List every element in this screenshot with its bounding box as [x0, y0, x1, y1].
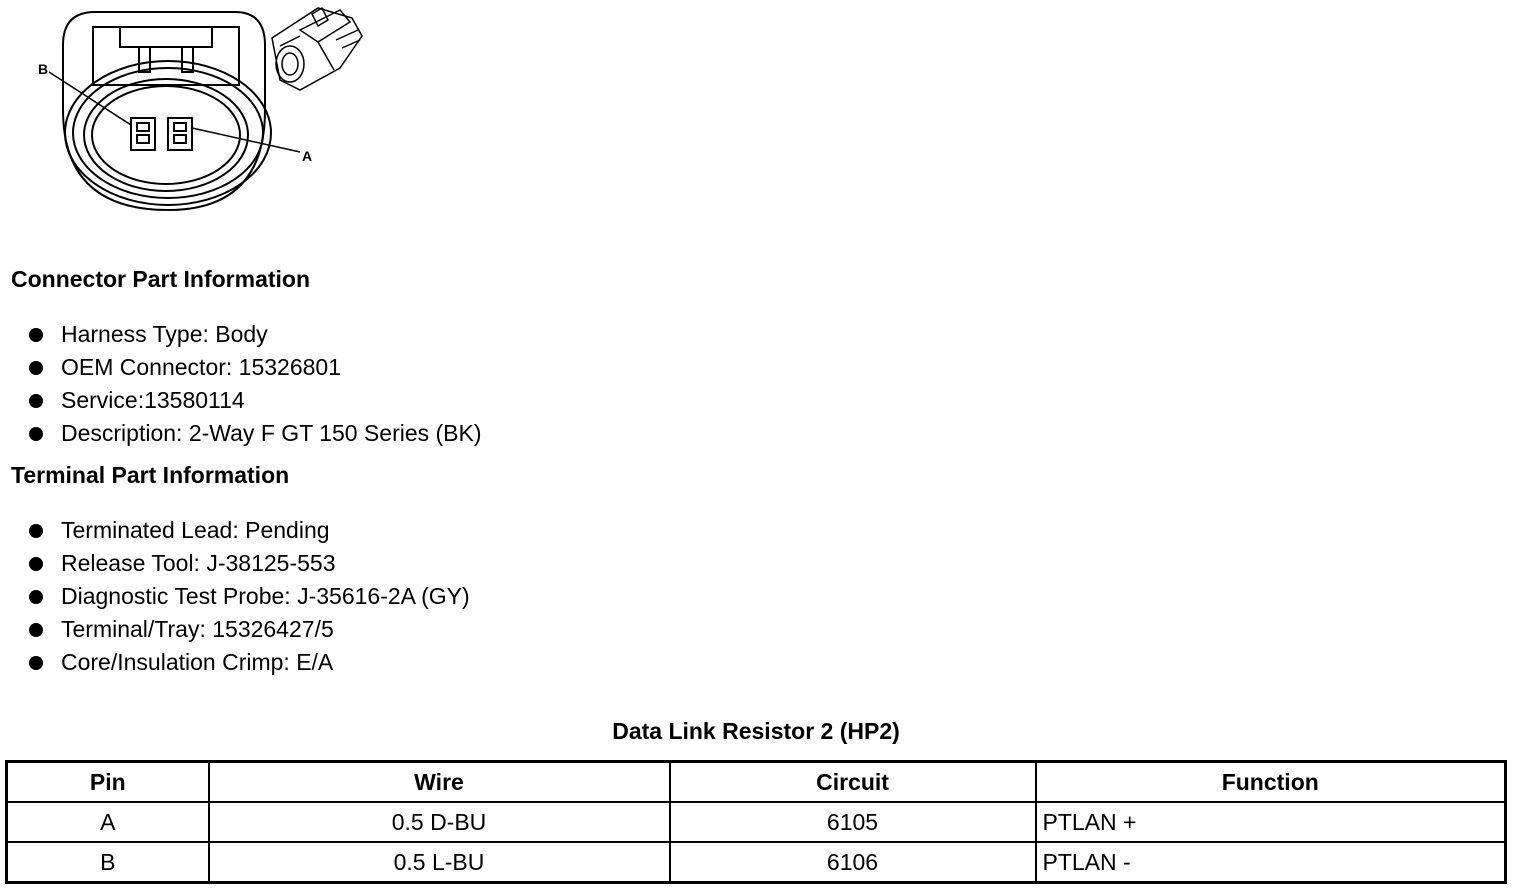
col-header-function: Function	[1036, 762, 1506, 803]
list-item: Diagnostic Test Probe: J-35616-2A (GY)	[28, 580, 470, 613]
list-item: Harness Type: Body	[28, 318, 482, 351]
cell-circuit: 6106	[670, 842, 1036, 883]
pin-table	[5, 760, 1507, 884]
cell-pin: B	[7, 842, 209, 883]
list-item: Release Tool: J-38125-553	[28, 547, 470, 580]
terminal-info-heading: Terminal Part Information	[11, 462, 290, 488]
cell-function: PTLAN +	[1036, 802, 1506, 842]
table-title: Data Link Resistor 2 (HP2)	[612, 718, 900, 744]
pin-a-callout: A	[302, 148, 313, 164]
list-item: Terminated Lead: Pending	[28, 514, 470, 547]
col-header-wire: Wire	[209, 762, 670, 803]
col-header-circuit: Circuit	[670, 762, 1036, 803]
connector-3d-icon	[262, 0, 367, 95]
list-item: OEM Connector: 15326801	[28, 351, 482, 384]
list-item: Service:13580114	[28, 384, 482, 417]
list-item: Terminal/Tray: 15326427/5	[28, 613, 470, 646]
cell-pin: A	[7, 802, 209, 842]
table-row	[7, 802, 1506, 842]
terminal-info-list	[28, 514, 470, 679]
cell-wire: 0.5 L-BU	[209, 842, 670, 883]
connector-info-heading: Connector Part Information	[11, 266, 311, 292]
cell-circuit: 6105	[670, 802, 1036, 842]
list-item: Core/Insulation Crimp: E/A	[28, 646, 470, 679]
cell-wire: 0.5 D-BU	[209, 802, 670, 842]
table-row	[7, 842, 1506, 883]
table-header-row	[7, 762, 1506, 803]
list-item: Description: 2-Way F GT 150 Series (BK)	[28, 417, 482, 450]
col-header-pin: Pin	[7, 762, 209, 803]
pin-b-callout: B	[38, 61, 49, 77]
cell-function: PTLAN -	[1036, 842, 1506, 883]
connector-info-list	[28, 318, 482, 450]
